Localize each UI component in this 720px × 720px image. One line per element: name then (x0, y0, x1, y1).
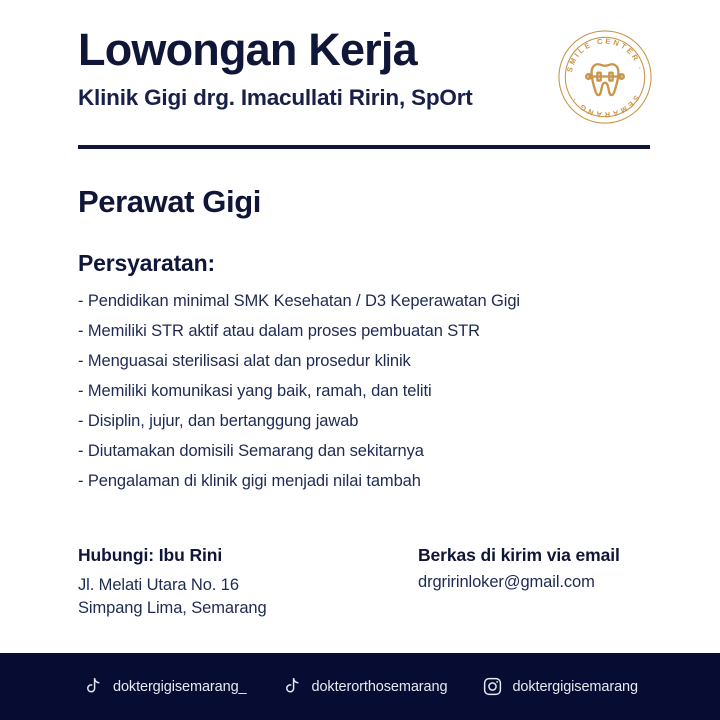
social-item-instagram[interactable] (481, 676, 638, 698)
list-item: - Pengalaman di klinik gigi menjadi nilai tambah (78, 472, 421, 490)
address-line-1: Jl. Melati Utara No. 16 (78, 575, 239, 594)
list-item: - Disiplin, jujur, dan bertanggung jawab (78, 412, 359, 430)
clinic-logo (556, 28, 654, 126)
social-handle: doktergigisemarang_ (112, 678, 247, 695)
list-item: - Diutamakan domisili Semarang dan sekitarnya (78, 442, 424, 460)
header-divider (78, 145, 650, 149)
address-line-2: Simpang Lima, Semarang (78, 598, 267, 617)
smile-center-emblem-icon (556, 28, 654, 126)
social-item-tiktok-1[interactable] (82, 676, 247, 698)
logo-arc-text-top: SMILE CENTER · (564, 36, 645, 74)
position-title: Perawat Gigi (78, 184, 261, 219)
email-instruction: Berkas di kirim via email (418, 545, 620, 565)
email-block (418, 544, 620, 594)
requirements-list (78, 286, 658, 496)
clinic-subtitle: Klinik Gigi drg. Imacullati Ririn, SpOrt (78, 84, 473, 110)
logo-arc-text-bottom: SEMARANG · (568, 93, 642, 120)
list-item: - Menguasai sterilisasi alat dan prosedur klinik (78, 352, 411, 370)
social-handle: dokterorthosemarang (311, 678, 448, 695)
social-footer (0, 653, 720, 720)
social-item-tiktok-2[interactable] (281, 676, 448, 698)
tiktok-icon (82, 676, 104, 698)
requirements-heading: Persyaratan: (78, 250, 215, 276)
list-item: - Memiliki komunikasi yang baik, ramah, dan teliti (78, 382, 432, 400)
contact-block (78, 544, 267, 620)
contact-person: Hubungi: Ibu Rini (78, 545, 223, 565)
social-handle: doktergigisemarang (512, 678, 638, 695)
list-item: - Memiliki STR aktif atau dalam proses pembuatan STR (78, 322, 480, 340)
instagram-icon (481, 676, 503, 698)
email-address[interactable]: drgririnloker@gmail.com (418, 572, 595, 591)
page-title: Lowongan Kerja (78, 24, 417, 75)
tiktok-icon (281, 676, 303, 698)
list-item: - Pendidikan minimal SMK Kesehatan / D3 Keperawatan Gigi (78, 292, 520, 310)
